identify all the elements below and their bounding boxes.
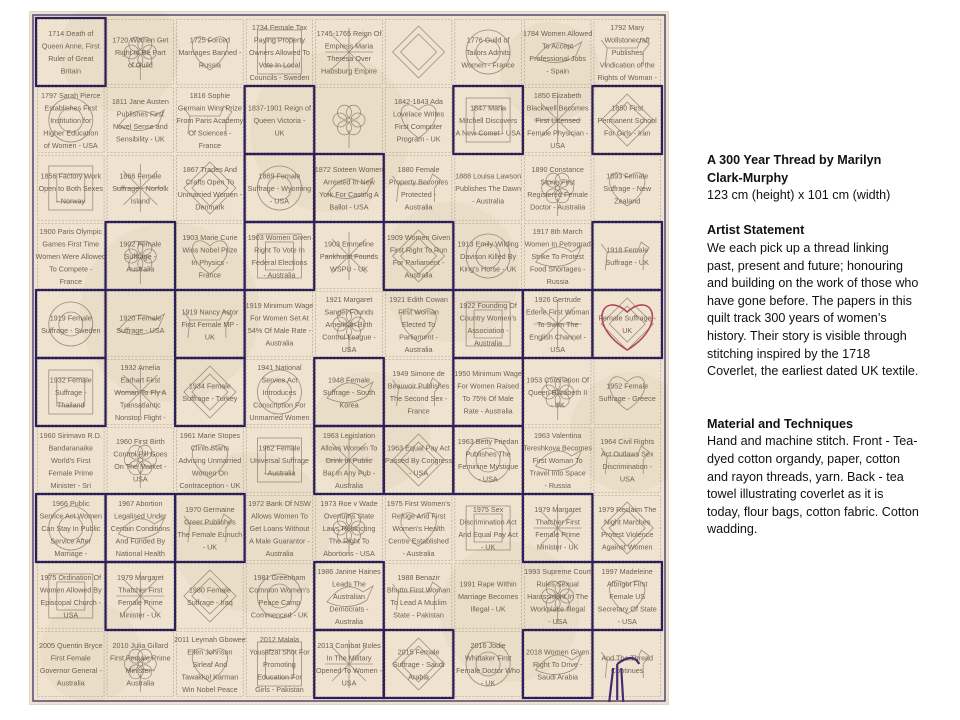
block-label: 1988 Benazir Bhutto First Woman To Lead A Muslim State - Pakistan [386,573,451,620]
block-label: 1980 Female Suffrage - Iraq [186,585,233,607]
block-label: 1986 Janine Haines Leads The Australian Democrats -Australia [317,566,381,626]
block-label: 1973 Roe v Wade Overturns State Laws Restricting The Right To Abortions - USA [320,498,378,558]
quilt-block [316,20,383,85]
artist-statement-heading: Artist Statement [707,223,805,238]
block-label: 1967 Abortion Legalised Under Certain Conditions And Funded By National Health [110,498,170,558]
block-label: 1919 Minimum Wage For Women Set At 54% Of Male Rate -Australia [245,301,314,348]
block-label: 1975 First Women's Refuge And First Women's Health Centre Established - Australia [386,498,451,558]
block-label: 1921 Margaret Sanger Founds American Birth Control League -USA [322,294,376,354]
quilt-svg [30,12,668,704]
block-label: 1913 Emily Wilding Davison Killed By King's Horse - UK [457,239,519,274]
block-label: 1991 Rape Within Marriage Becomes Illegal - UK [457,579,519,614]
materials-text: Hand and machine stitch. Front - Tea-dyed cotton organdy, paper, cotton and rayon threads, yarn. Back - tea towel illustrating coverlet as it is today, flour bags, cotton fabric. Cotton wadding. [707,434,919,537]
block-label: 1867 Trades And Crafts Open To Unmarried Women -Denmark [177,165,243,212]
quilt-photo [30,12,668,704]
artwork-title: A 300 Year Thread by Marilyn Clark-Murphy [707,153,882,185]
block-label: 1725 Forced Marriages Banned -Russia [178,35,242,70]
quilt-block [316,496,383,561]
block-label: 1919 Nancy Astor First Female MP -UK [181,307,239,342]
block-label: 1816 Sophie Germain Wins Prize From Paris Academy Of Sciences -France [176,90,244,150]
block-label: 1963 Betty Friedan Publishes The Feminine Mystique - USA [457,437,519,484]
block-label: 1847 Maria Mitchell Discovers A New Comet - USA [455,103,521,138]
block-label: 1948 Female Suffrage - South Korea [322,375,376,410]
block-label: 1903 Marie Curie Wins Nobel Prize In Physics -France [182,233,238,280]
block-label: 1714 Death of Queen Anne, First Ruler of Great Britain [41,29,100,76]
block-label: 1932 Female Suffrage -Thailand [49,375,92,410]
block-label: 1872 Sixteen Women Arrested In New York For Casting A Ballot - USA [314,165,384,212]
block-label: 1970 Germaine Greer Publishes The Female Eunuch - UK [177,505,243,552]
block-label: 1962 Female Universal Suffrage - Australia [249,443,309,478]
block-label: 1890 Constance Stone First Registered Female Doctor - Australia [527,165,589,212]
block-label: 1811 Jane Austen Publishes First Novel Sense and Sensibility - UK [111,97,169,144]
artist-statement-text: We each pick up a thread linking past, present and future; honouring and building on the work of those who have gone before. The papers in this quilt track 300 years of women’s history. Their story is visible through stitching inspired by the 1718 Coverlet, the earliest dated UK textile. [707,240,919,379]
block-label: 1784 Women Allowed To Accept Professional Jobs - Spain [522,29,593,76]
block-label: 1918 Female Suffrage - UK [605,245,649,267]
block-label: 1950 Minimum Wage For Women Raised To 75% Of Male Rate - Australia [454,369,522,416]
block-label: 2011 Leymah Gbowee Ellen Johnson Sirleaf And Tawakkol Karman Win Nobel Peace [173,634,246,694]
block-label: 1979 Margaret Thatcher First Female Prime Minister - UK [534,505,582,552]
block-label: 2018 Women Given Right To Drive -Saudi Arabia [525,647,590,682]
block-label: 1842-1843 Ada Lovelace Writes First Computer Program - UK [393,97,445,144]
block-label: 1856 Factory Work Open to Both Sexes - Norway [38,171,103,206]
block-label: 1960 Sirimavo R.D. Bandaranaike World's First Female Prime Minister - Sri [39,430,102,490]
block-label: And The Thread Continues [601,653,654,675]
block-label: 1979 Margaret Thatcher First Female Prime Minister - UK [116,573,164,620]
block-label: 1917 8th March Women In Petrograd Strike To Protest Food Shortages -Russia [524,226,591,286]
artwork-dimensions: 123 cm (height) x 101 cm (width) [707,188,891,203]
block-label: 1837-1901 Reign of Queen Victoria -UK [247,103,312,138]
block-label: 1888 Louisa Lawson Publishes The Dawn - Australia [455,171,522,206]
block-label: 1934 Female Suffrage - Turkey [182,381,238,403]
block-label: 1797 Sarah Pierce Establishes First Institution for Higher Education of Women - USA [41,90,101,150]
block-label: 1909 Women Given First Right To Run For Parliament -Australia [386,233,451,280]
block-label: 1926 Gertrude Ederle First Woman To Swim The English Channel -USA [525,294,590,354]
block-label: 1975 Ordination Of Women Allowed By Episcopal Church -USA [39,573,102,620]
block-label: 1792 Mary Wollstonecraft Publishes Vindication of the Rights of Woman - [597,22,657,82]
block-label: 1960 First Birth Control Pill Goes On The Market -USA [113,437,168,484]
block-label: 1866 Female Suffrage - Norfolk Island [112,171,169,206]
block-label: 1953 Coronation Of Queen Elizabeth II - UK [526,375,590,410]
block-label: 1850 First Permanent School For Girls - Iran [597,103,657,138]
block-label: 1920 Female Suffrage - USA [116,313,165,335]
block-label: 1979 Reclaim The Night Marches Protest Violence Against Women [598,505,657,552]
block-label: 1949 Simone de Beauvoir Publishes The Second Sex -France [387,369,450,416]
block-label: 1776 Guild of Tailors Admits Women - France [461,35,515,70]
block-label: 1850 Elizabeth Blackwell Becomes First Licensed Female Physician -USA [526,90,589,150]
materials-heading: Material and Techniques [707,416,854,431]
block-label: 1952 Female Suffrage - Greece [598,381,656,403]
block-label: 1966 Public Service Act Women Can Stay In Public Service After Marriage - [39,498,103,558]
block-label: 1734 Female Tax Paying Property Owners Allowed To Vote In Local Councils - Sweden [248,22,310,82]
block-label: 1919 Female Suffrage - Sweden [41,313,101,335]
block-label: 1963 Valentina Tereshkova Becomes First Woman To Travel Into Space - Russia [523,430,593,490]
quilt-block [177,428,244,493]
block-label: 1972 Bank Of NSW Allows Women To Get Loans Without A Male Guarantor -Australia [248,498,311,558]
block-label: 1903 Women Given Right To Vote In Federal Elections - Australia [247,233,312,280]
block-label: 1900 Paris Olympic Games First Time Women Were Allowed To Compete -France [35,226,107,286]
block-label: 1745-1765 Reign Of Empress Maria Theresa Over Habsburg Empire [316,29,382,76]
caption-panel [707,152,919,539]
block-label: 1963 Equal Pay Act Passed By Congress - USA [384,443,453,478]
block-label: 2012 Malala Yousafzai Shot For Promoting Education For Girls - Pakistan [249,634,310,694]
block-label: 1975 Sex Discrimination Act And Equal Pay Act - UK [458,505,518,552]
block-label: 2010 Julia Gillard First Female Prime Minister -Australia [109,641,171,688]
block-label: 2016 Jodie Whittaker First Female Doctor Who - UK [456,641,521,688]
block-label: 1869 Female Suffrage - Wyoming - USA [247,171,312,206]
block-label: 1921 Edith Cowan First Woman Elected To Parliament -Australia [389,294,448,354]
block-label: 1981 Greenham Common Women's Peace Camp Commenced - UK [249,573,310,620]
block-label: Female Suffrage -UK [598,313,656,335]
block-label: 1720 Women Get Right to Be Part of Guild [112,35,169,70]
block-label: 1902 Female Suffrage -Australia [119,239,162,274]
block-label: 1941 National Service Act Introduces Conscription For Unmarried Women [249,362,310,422]
quilt-block [246,20,313,85]
block-label: 1903 Emmeline Pankhurst Founds WSPU - UK [319,239,379,274]
block-label: 1932 Amelia Earhart First Woman To Fly A Transatlantic Nonstop Flight - [114,362,167,422]
block-label: 1997 Madeleine Albright First Female US Secretary Of State - USA [597,566,657,626]
block-label: 1893 Female Suffrage - New Zealand [603,171,652,206]
block-label: 2015 Female Suffrage - Saudi Arabia [392,647,445,682]
block-label: 1961 Marie Stopes Clinic Starts Advising Unmarried Women On Contraception - UK [178,430,242,490]
block-label: 1963 Legislation Allows Women To Drink In Public Bar In Any Pub -Australia [320,430,378,490]
block-label: 1880 Female Property Becomes Protected -Australia [388,165,449,212]
block-label: 1922 Founding Of Country Women's Association -Australia [459,301,517,348]
block-label: 1993 Supreme Court Rules Sexual Harassment In The Workplace Illegal - USA [524,566,592,626]
block-label: 1964 Civil Rights Act Outlaws Sex Discrimination -USA [600,437,655,484]
block-label: 2005 Quentin Bryce First Female Governor General -Australia [39,641,103,688]
block-label: 2013 Combat Roles In The Military Opened To Women -USA [315,641,383,688]
